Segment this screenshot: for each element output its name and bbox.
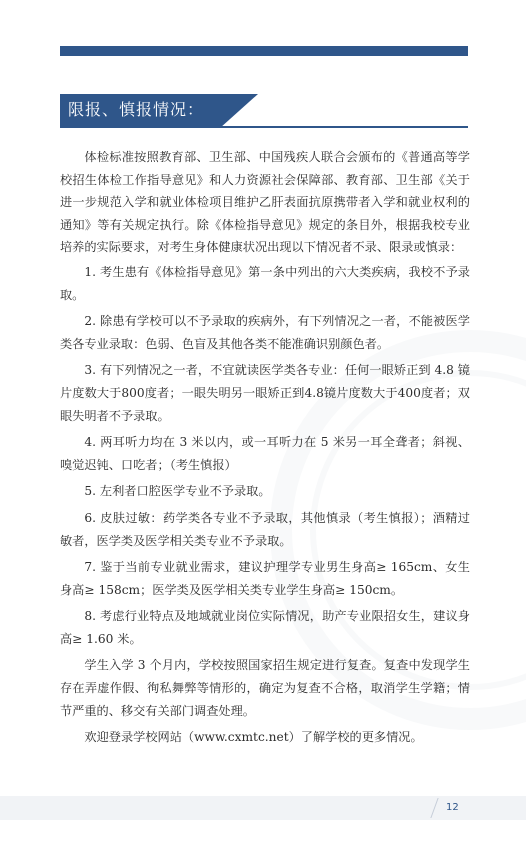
rule-item-7: 7. 鉴于当前专业就业需求，建议护理学专业男生身高≥ 165cm、女生身高≥ 158cm；医学类及医学相关类专业学生身高≥ 150cm。: [60, 560, 470, 597]
top-accent-bar: [60, 46, 468, 56]
rule-item-1: 1. 考生患有《体检指导意见》第一条中列出的六大类疾病，我校不予录取。: [60, 264, 470, 302]
rule-item-4: 4. 两耳听力均在 3 米以内，或一耳听力在 5 米另一耳全聋者；斜视、嗅觉迟钝、口吃者；（考生慎报）: [60, 435, 470, 472]
section-header-underline: [60, 126, 468, 128]
section-header-tip: [220, 94, 258, 128]
rule-item-8: 8. 考虑行业特点及地域就业岗位实际情况，助产专业限招女生，建议身高≥ 1.60 米。: [60, 609, 470, 646]
rule-item-3: 3. 有下列情况之一者，不宜就读医学类各专业：任何一眼矫正到 4.8 镜片度数大于800度者；一眼失明另一眼矫正到4.8镜片度数大于400度者；双眼失明者不予录取。: [60, 363, 470, 423]
rule-item-2: 2. 除患有学校可以不予录取的疾病外，有下列情况之一者，不能被医学类各专业录取：色弱、色盲及其他各类不能准确识别颜色者。: [60, 314, 470, 351]
body-content: [60, 146, 470, 753]
rule-item-6: 6. 皮肤过敏：药学类各专业不予录取，其他慎录（考生慎报）；酒精过敏者，医学类及医学相关类专业不予录取。: [60, 510, 470, 548]
website-paragraph: 欢迎登录学校网站（www.cxmtc.net）了解学校的更多情况。: [84, 730, 423, 745]
section-header: [60, 94, 468, 128]
page-number: 12: [446, 802, 459, 813]
intro-paragraph: 体检标准按照教育部、卫生部、中国残疾人联合会颁布的《普通高等学校招生体检工作指导意见》和人力资源社会保障部、教育部、卫生部《关于进一步规范入学和就业体检项目维护乙肝表面抗原携带者入学和就业权利的通知》等有关规定执行。除《体检指导意见》规定的条目外，根据我校专业培养的实际要求，对考生身体健康状况出现以下情况者不录、限录或慎录：: [60, 150, 470, 255]
rule-item-5: 5. 左利者口腔医学专业不予录取。: [84, 484, 271, 499]
section-title: 限报、慎报情况：: [68, 100, 205, 119]
recheck-paragraph: 学生入学 3 个月内，学校按照国家招生规定进行复查。复查中发现学生存在弄虚作假、徇私舞弊等情形的，确定为复查不合格，取消学生学籍；情节严重的、移交有关部门调查处理。: [60, 658, 470, 718]
